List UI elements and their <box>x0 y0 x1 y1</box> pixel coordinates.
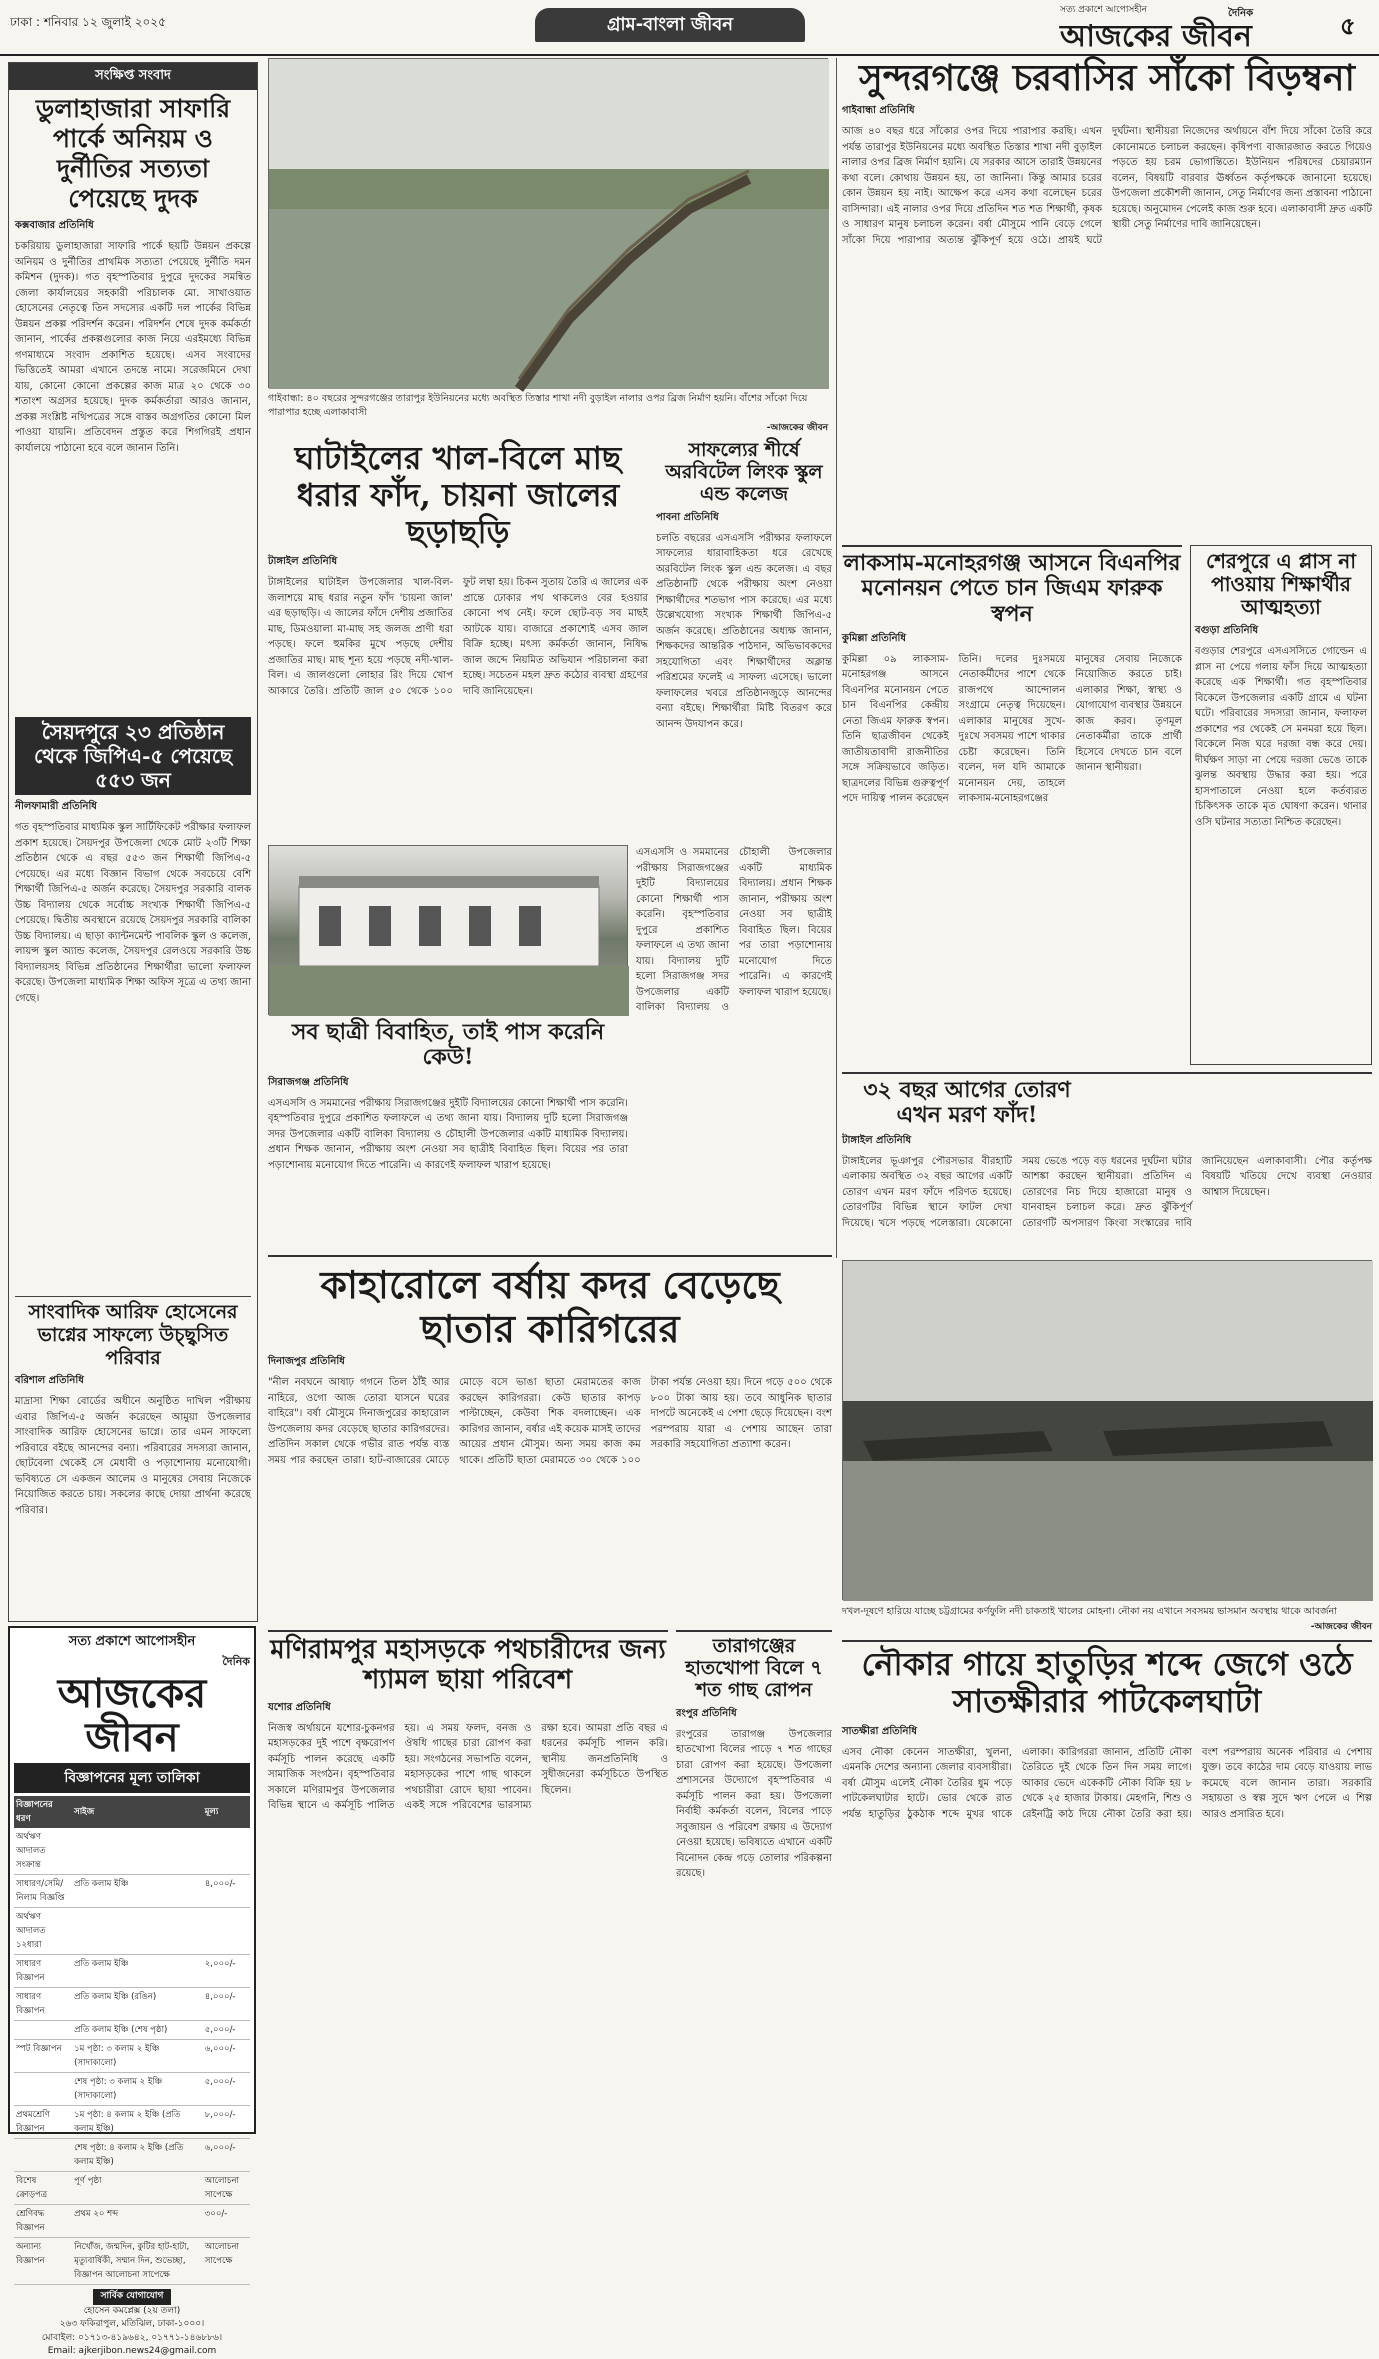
ad-rate-price: ৫,০০০/- <box>203 2073 250 2106</box>
ad-rate-size: প্রতি কলাম ইঞ্চি (রঙিন) <box>72 1988 203 2021</box>
ad-rate-type: অর্থঋণ আদালত ১২ধারা <box>14 1908 72 1955</box>
ad-rate-row <box>14 1875 250 1908</box>
ad-rate-size: শেষ পৃষ্ঠা: ৩ কলাম ২ ইঞ্চি (সাদাকালো) <box>72 2073 203 2106</box>
toran-body: টাঙ্গাইলের ভূঞাপুর পৌরসভার বীরহাটি এলাকায় অবস্থিত ৩২ বছর আগের একটি তোরণ এখন মরণ ফাঁদে পরিণত হয়েছে। তোরণটির বিভিন্ন স্থানে ফাটল দেখা দিয়েছে। খসে পড়ছে পলেস্তারা। যেকোনো সময় ভেঙে পড়ে বড় ধরনের দুর্ঘটনা ঘটার আশঙ্কা করছেন স্থানীয়রা। প্রতিদিন এ তোরণের নিচ দিয়ে হাজারো মানুষ ও যানবাহন চলাচল করে। দ্রুত ঝুঁকিপূর্ণ তোরণটি অপসারণ কিংবা সংস্কারের দাবি জানিয়েছেন এলাকাবাসী। পৌর কর্তৃপক্ষ বিষয়টি খতিয়ে দেখে ব্যবস্থা নেওয়ার আশ্বাস দিয়েছেন। <box>842 1155 1372 1229</box>
umbrella-headline: কাহারোলে বর্ষায় কদর বেড়েছে ছাতার কারিগরের <box>320 1262 780 1351</box>
bamboo-bridge-photo <box>268 58 828 388</box>
students-continuation: এসএসসি ও সমমানের পরীক্ষায় সিরাজগঞ্জের দুইটি বিদ্যালয়ের কোনো শিক্ষার্থী পাস করেনি। বৃহস্পতিবার দুপুরে প্রকাশিত ফলাফলে এ তথ্য জানা যায়। বিদ্যালয় দুটি হলো সিরাজগঞ্জ সদর উপজেলার একটি বালিকা বিদ্যালয় ও চৌহালী উপজেলার একটি মাধ্যমিক বিদ্যালয়। প্রধান শিক্ষক জানান, পরীক্ষায় অংশ নেওয়া সব ছাত্রীই বিবাহিত ছিল। বিয়ের পর তারা পড়াশোনায় মনোযোগ দিতে পারেনি। এ কারণেই ফলাফল খারাপ হয়েছে। <box>636 847 832 1013</box>
ad-rate-row <box>14 2205 250 2238</box>
boats-byline: সাতক্ষীরা প্রতিনিধি <box>842 1725 917 1737</box>
bamboo-bridge-illustration <box>269 59 829 389</box>
ad-contact-line1: হোসেন কমপ্লেক্স (২য় তলা) <box>83 2305 181 2316</box>
ad-rate-row <box>14 1908 250 1955</box>
ad-rate-row <box>14 2040 250 2073</box>
ad-rate-row <box>14 2172 250 2205</box>
ad-rate-type: সাধারণ/সেমি/নিলাম বিজ্ঞপ্তি <box>14 1875 72 1908</box>
laksam-headline: লাকসাম-মনোহরগঞ্জ আসনে বিএনপির মনোনয়ন পেতে চান জিএম ফারুক স্বপন <box>843 550 1181 627</box>
ad-col-size: সাইজ <box>72 1796 203 1828</box>
story-umbrella <box>268 1255 832 1615</box>
story-sherpur <box>1190 545 1372 1065</box>
canal-boats-credit: -আজকের জীবন <box>1310 1621 1372 1632</box>
school-building-illustration <box>269 846 629 1016</box>
column-rule <box>836 58 837 1258</box>
manirampur-body: নিজস্ব অর্থায়নে যশোর-চুকনগর মহাসড়কের দুই পাশে বৃক্ষরোপণ কর্মসূচি পালন করেছে একটি সামাজিক সংগঠন। বৃহস্পতিবার সকালে মণিরামপুর উপজেলার বিভিন্ন স্থানে এ কর্মসূচি পালিত হয়। এ সময় ফলদ, বনজ ও ঔষধি গাছের চারা রোপণ করা হয়। সংগঠনের সভাপতি বলেন, মহাসড়কের পাশে গাছ থাকলে পথচারীরা রোদে ছায়া পাবেন। একই সঙ্গে পরিবেশের ভারসাম্য রক্ষা হবে। আমরা প্রতি বছর এ ধরনের কর্মসূচি পালন করি। স্থানীয় জনপ্রতিনিধি ও সুধীজনেরা কর্মসূচিতে উপস্থিত ছিলেন। <box>268 1722 668 1812</box>
ad-rate-type: প্রথমশ্রেণি বিজ্ঞাপন <box>14 2106 72 2139</box>
ad-rate-row <box>14 2073 250 2106</box>
ad-rate-row <box>14 1828 250 1875</box>
summary-section-title: সংক্ষিপ্ত সংবাদ <box>9 63 257 90</box>
arbitel-byline: পাবনা প্রতিনিধি <box>656 511 719 523</box>
story-manirampur <box>268 1630 668 2135</box>
ad-rate-size: প্রতি কলাম ইঞ্চি (শেষ পৃষ্ঠা) <box>72 2021 203 2040</box>
story-arbitel <box>656 440 832 835</box>
ad-rate-price: আলোচনা সাপেক্ষে <box>203 2172 250 2205</box>
ad-tagline: সত্য প্রকাশে আপোসহীন <box>68 1634 196 1649</box>
summary-news-column <box>8 62 258 1622</box>
ad-col-type: বিজ্ঞাপনের ধরণ <box>14 1796 72 1828</box>
manirampur-headline: মণিরামপুর মহাসড়কে পথচারীদের জন্য শ্যামল ছায়া পরিবেশ <box>270 1635 666 1695</box>
canal-boats-caption <box>842 1605 1372 1631</box>
ad-rate-price <box>203 1828 250 1875</box>
sundarganj-headline: সুন্দরগঞ্জে চরবাসির সাঁকো বিড়ম্বনা <box>859 57 1355 99</box>
ad-rate-price: ৬,০০০/- <box>203 2139 250 2172</box>
sherpur-headline: শেরপুরে এ প্লাস না পাওয়ায় শিক্ষার্থীর আত্মহত্যা <box>1205 549 1357 619</box>
summary-2-byline: নীলফামারী প্রতিনিধি <box>15 801 97 812</box>
ad-rate-row <box>14 2021 250 2040</box>
ad-rate-table <box>14 1796 250 2285</box>
masthead-tagline: সত্য প্রকাশে আপোসহীন <box>1060 5 1148 15</box>
ad-rate-price: ৪,০০০/- <box>203 1875 250 1908</box>
ad-contact-line3: মোবাইল: ০১৭১৩-৪১৯৬৪২, ০১৭৭১-১৪৬৮৮৬। <box>41 2332 223 2343</box>
ad-logo: আজকের জীবন <box>57 1670 207 1761</box>
ad-rate-price: ৬,০০০/- <box>203 2040 250 2073</box>
canal-boats-caption-text: দখল-দূষণে হারিয়ে যাচ্ছে চট্টগ্রামের কর্ণফুলি নদী চাকতাই খালের মোহনা। নৌকা নয় এখানে সবসময় ভাসমান অবস্থায় থাকে আবর্জনা <box>842 1606 1337 1617</box>
story-toran <box>842 1072 1372 1252</box>
ad-rate-price: ৪,০০০/- <box>203 1988 250 2021</box>
section-title: গ্রাম-বাংলা জীবন <box>535 8 805 42</box>
ad-rate-size: প্রথম ২০ শব্দ <box>72 2205 203 2238</box>
ghatail-byline: টাঙ্গাইল প্রতিনিধি <box>268 556 338 568</box>
ad-rate-type <box>14 2073 72 2106</box>
ad-rate-price <box>203 1908 250 1955</box>
students-byline: সিরাজগঞ্জ প্রতিনিধি <box>268 1076 349 1088</box>
story-boats <box>842 1640 1372 2135</box>
ad-rate-price: ৫,০০০/- <box>203 2021 250 2040</box>
ad-rate-size: পূর্ণ পৃষ্ঠা <box>72 2172 203 2205</box>
ad-rate-type: বিশেষ ক্রোড়পত্র <box>14 2172 72 2205</box>
toran-byline: টাঙ্গাইল প্রতিনিধি <box>842 1134 912 1146</box>
ad-rate-size: প্রতি কলাম ইঞ্চি <box>72 1875 203 1908</box>
summary-3-byline: বরিশাল প্রতিনিধি <box>15 1375 84 1387</box>
bamboo-bridge-caption <box>268 392 828 436</box>
story-laksam <box>842 545 1182 1065</box>
advertisement-rate-box <box>8 1626 256 2356</box>
boats-body: এসব নৌকা কেনেন সাতক্ষীরা, খুলনা, এমনকি দেশের অন্যান্য জেলার ব্যবসায়ীরা। বর্ষা মৌসুম এলেই নৌকা তৈরির ধুম পড়ে পাটকেলঘাটার হাটে। ভোর থেকে রাত পর্যন্ত হাতুড়ির ঠুকঠাক শব্দে মুখর থাকে এলাকা। কারিগররা জানান, প্রতিটি নৌকা তৈরিতে দুই থেকে তিন দিন সময় লাগে। আকার ভেদে একেকটি নৌকা বিক্রি হয় ৮ থেকে ২৫ হাজার টাকায়। মেহগনি, শিশু ও রেইনট্রি কাঠ দিয়ে নৌকা তৈরি করা হয়। বংশ পরম্পরায় অনেক পরিবার এ পেশায় যুক্ত। তবে কাঠের দাম বেড়ে যাওয়ায় লাভ কমেছে বলে জানান তারা। সরকারি সহায়তা ও স্বল্প সুদে ঋণ পেলে এ শিল্প আরও প্রসারিত হবে। <box>842 1746 1372 1820</box>
ghatail-body: টাঙ্গাইলের ঘাটাইল উপজেলার খাল-বিল-জলাশয়ে মাছ ধরার নতুন ফাঁদ 'চায়না জাল' এর ছড়াছড়ি। এ জালের ফাঁদে দেশীয় প্রজাতির মাছ, ডিমওয়ালা মা-মাছ সহ জলজ প্রাণী ধরা পড়ছে। ফলে হুমকির মুখে পড়ছে দেশীয় প্রজাতির মাছ। মাছ শূন্য হয়ে পড়ছে নদী-খাল-বিল। এ জালগুলো লোহার রিং দিয়ে খোপ আকারে তৈরি। প্রতিটি জাল ৫০ থেকে ১০০ ফুট লম্বা হয়। চিকন সুতায় তৈরি এ জালের এক প্রান্তে ঢোকার পথ থাকলেও বের হওয়ার কোনো পথ নেই। ফলে ছোট-বড় সব মাছই আটকে যায়। বাজারে প্রকাশ্যেই এসব জাল বিক্রি হচ্ছে। মৎস্য কর্মকর্তা জানান, নিষিদ্ধ জাল জব্দে নিয়মিত অভিযান পরিচালনা করা হচ্ছে। সচেতন মহল দ্রুত কঠোর ব্যবস্থা গ্রহণের দাবি জানিয়েছেন। <box>268 577 648 697</box>
summary-1-body: চকরিয়ায় ডুলাহাজারা সাফারি পার্কে ছয়টি উন্নয়ন প্রকল্পে অনিয়ম ও দুর্নীতির প্রাথমিক সত্যতা পেয়েছে দুর্নীতি দমন কমিশন (দুদক)। গত বৃহস্পতিবার দুপুরে দুদকের সমন্বিত জেলা কার্যালয়ের সহকারী পরিচালক মো. সাখাওয়াত হোসেনের নেতৃত্বে তিন সদস্যের একটি দল পার্কের বিভিন্ন উন্নয়ন প্রকল্প পরিদর্শন করেন। পরিদর্শন শেষে দুদক কর্মকর্তা জানান, পার্কের প্রকল্পগুলোর কাজ নিয়ে এরইমধ্যে বিভিন্ন গণমাধ্যমে সংবাদ প্রকাশিত হয়েছে। এসব সংবাদের ভিত্তিতেই আমরা এখানে তদন্তে নামে। সরেজমিনে দেখা যায়, কোনো কোনো প্রকল্পের কাজ মাত্র ২০ থেকে ৩০ শতাংশ অগ্রসর হয়েছে। দুদক কর্মকর্তারা আরও জানান, প্রকল্প সংশ্লিষ্ট নথিপত্রের সঙ্গে বাস্তব অগ্রগতির কোনো মিল পাওয়া যায়নি। প্রতিবেদন প্রস্তুত করে শিগগিরই প্রধান কার্যালয়ে পাঠানো হবে বলে জানান তিনি। <box>15 241 251 454</box>
ad-rate-row <box>14 1955 250 1988</box>
ad-rate-type: শ্রেণিবদ্ধ বিজ্ঞাপন <box>14 2205 72 2238</box>
ad-rate-type <box>14 2139 72 2172</box>
ad-rate-row <box>14 1988 250 2021</box>
laksam-body: কুমিল্লা ০৯ লাকসাম-মনোহরগঞ্জ আসনে বিএনপির মনোনয়ন পেতে চান বিএনপির কেন্দ্রীয় নেতা জিএম ফারুক স্বপন। তিনি ছাত্রজীবন থেকেই জাতীয়তাবাদী রাজনীতির সঙ্গে সক্রিয়ভাবে জড়িত। ছাত্রদলের বিভিন্ন গুরুত্বপূর্ণ পদে দায়িত্ব পালন করেছেন তিনি। দলের দুঃসময়ে নেতাকর্মীদের পাশে থেকে রাজপথে আন্দোলন সংগ্রামে নেতৃত্ব দিয়েছেন। এলাকার মানুষের সুখে-দুঃখে সবসময় পাশে থাকার চেষ্টা করেছেন। তিনি বলেন, দল যদি আমাকে মনোনয়ন দেয়, তাহলে লাকসাম-মনোহরগঞ্জের মানুষের সেবায় নিজেকে নিয়োজিত করতে চাই। এলাকার শিক্ষা, স্বাস্থ্য ও যোগাযোগ ব্যবস্থার উন্নয়নে কাজ করব। তৃণমূল নেতাকর্মীরা তাকে প্রার্থী হিসেবে দেখতে চান বলে জানান স্থানীয়রা। <box>842 653 1182 805</box>
ad-contact-line2: ২৬৩ ফকিরাপুল, মতিঝিল, ঢাকা-১০০০। <box>59 2319 205 2329</box>
story-students <box>268 1020 628 1245</box>
ad-rate-price: ৮,০০০/- <box>203 2106 250 2139</box>
page-number: ৫ <box>1340 11 1356 40</box>
page-header <box>0 0 1379 56</box>
taraganj-byline: রংপুর প্রতিনিধি <box>676 1707 737 1719</box>
canal-boats-photo <box>842 1260 1372 1600</box>
sundarganj-body: আজ ৪০ বছর ধরে সাঁকোর ওপর দিয়ে পারাপার করছি। এখন পর্যন্ত তারাপুর ইউনিয়নের মধ্যে অবস্থিত তিস্তার শাখা নদী বুড়াইল নালার ওপর ব্রিজ নির্মাণ হয়নি। যে সরকার আসে তারাই উন্নয়নের কথা বলে। কোথায় উন্নয়ন হয়, তা জানিনা। কিন্তু আমার চরের কোন উন্নয়ন হয় নাই। আক্ষেপ করে এসব কথা বলেছেন চরের বাসিন্দারা। এই নালার ওপর দিয়ে প্রতিদিন শত শত শিক্ষার্থী, কৃষক ও সাধারণ মানুষ চলাচল করেন। বর্ষা মৌসুমে পানি বেড়ে গেলে সাঁকো দিয়ে পারাপার অত্যন্ত ঝুঁকিপূর্ণ হয়ে ওঠে। প্রায়ই ঘটে দুর্ঘটনা। স্থানীয়রা নিজেদের অর্থায়নে বাঁশ দিয়ে সাঁকো তৈরি করে কোনোমতে চলাচল করছেন। কৃষিপণ্য বাজারজাত করতে গিয়েও পড়তে হয় চরম ভোগান্তিতে। ইউনিয়ন পরিষদের চেয়ারম্যান বলেন, বিষয়টি বারবার ঊর্ধ্বতন কর্তৃপক্ষকে জানানো হয়েছে। উপজেলা প্রকৌশলী জানান, সেতু নির্মাণের জন্য প্রস্তাবনা পাঠানো হয়েছে। অনুমোদন পেলেই কাজ শুরু হবে। এলাকাবাসী দ্রুত একটি স্থায়ী সেতু নির্মাণের দাবি জানিয়েছেন। <box>842 126 1372 246</box>
ad-rate-type: অর্থঋণ আদালত সংক্রান্ত <box>14 1828 72 1875</box>
students-headline: সব ছাত্রী বিবাহিত, তাই পাস করেনি কেউ! <box>291 1019 605 1071</box>
ghatail-headline: ঘাটাইলের খাল-বিলে মাছ ধরার ফাঁদ, চায়না জালের ছড়াছড়ি <box>294 439 622 551</box>
umbrella-byline: দিনাজপুর প্রতিনিধি <box>268 1356 345 1368</box>
summary-1-headline: ডুলাহাজারা সাফারি পার্কে অনিয়ম ও দুর্নীতির সত্যতা পেয়েছে দুদক <box>35 94 231 213</box>
ad-rate-size: নিখোঁজ, জন্মদিন, কুটির হাট-হাটা, মৃত্যুবার্ষিকী, সম্মান দিন, শুভেচ্ছা, বিজ্ঞাপন আলোচনা সাপেক্ষে <box>72 2238 203 2285</box>
summary-3-body: মাদ্রাসা শিক্ষা বোর্ডের অধীনে অনুষ্ঠিত দাখিল পরীক্ষায় এবার জিপিএ-৫ অর্জন করেছেন আমুয়া উপজেলার সাংবাদিক আরিফ হোসেনের ভাগ্নে। তার এমন সাফল্যে পরিবারে বইছে আনন্দের বন্যা। পরিবারের সদস্যরা জানান, ছোটবেলা থেকেই সে মেধাবী ও পড়াশোনায় মনোযোগী। ভবিষ্যতে সে একজন আলেম ও মানুষের সেবায় নিজেকে নিয়োজিত করতে চায়। সকলের কাছে দোয়া প্রার্থনা করেছে পরিবার। <box>15 1396 251 1516</box>
ad-col-price: মূল্য <box>203 1796 250 1828</box>
summary-1-byline: কক্সবাজার প্রতিনিধি <box>15 220 94 231</box>
ad-rate-price: ২,০০০/- <box>203 1955 250 1988</box>
ad-daily: দৈনিক <box>222 1655 250 1668</box>
issue-date: ঢাকা : শনিবার ১২ জুলাই ২০২৫ <box>10 15 166 29</box>
ad-contact-title: সার্বিক যোগাযোগ <box>93 2289 172 2305</box>
ad-contact <box>14 2289 250 2359</box>
ad-rate-size: ১ম পৃষ্ঠা: ৩ কলাম ২ ইঞ্চি (সাদাকালো) <box>72 2040 203 2073</box>
ad-rate-size <box>72 1828 203 1875</box>
masthead-logo: আজকের জীবন <box>1060 19 1252 54</box>
ad-rate-size: ১ম পৃষ্ঠা: ৪ কলাম ২ ইঞ্চি (প্রতি কলাম ইঞ্চি) <box>72 2106 203 2139</box>
arbitel-body: চলতি বছরের এসএসসি পরীক্ষার ফলাফলে সাফল্যের ধারাবাহিকতা ধরে রেখেছে অরবিটেল লিংক স্কুল এন্ড কলেজ। এ বছর প্রতিষ্ঠানটি থেকে পরীক্ষায় অংশ নেওয়া শিক্ষার্থীদের শতভাগ পাস করেছে। এর মধ্যে উল্লেখযোগ্য সংখ্যক শিক্ষার্থী জিপিএ-৫ অর্জন করেছে। প্রতিষ্ঠানের অধ্যক্ষ জানান, শিক্ষকদের আন্তরিক পাঠদান, অভিভাবকদের সহযোগিতা এবং শিক্ষার্থীদের অক্লান্ত পরিশ্রমের ফলেই এ সাফল্য এসেছে। ভালো ফলাফলের খবরে প্রতিষ্ঠানজুড়ে আনন্দের বন্যা বইছে। শিক্ষার্থীরা মিষ্টি বিতরণ করে আনন্দ উদযাপন করে। <box>656 532 832 730</box>
sundarganj-byline: গাইবান্ধা প্রতিনিধি <box>842 105 915 117</box>
masthead-daily: দৈনিক <box>1228 8 1254 19</box>
students-body: এসএসসি ও সমমানের পরীক্ষায় সিরাজগঞ্জের দুইটি বিদ্যালয়ের কোনো শিক্ষার্থী পাস করেনি। বৃহস্পতিবার দুপুরে প্রকাশিত ফলাফলে এ তথ্য জানা যায়। বিদ্যালয় দুটি হলো সিরাজগঞ্জ সদর উপজেলার একটি বালিকা বিদ্যালয় ও চৌহালী উপজেলার একটি মাধ্যমিক বিদ্যালয়। প্রধান শিক্ষক জানান, পরীক্ষায় অংশ নেওয়া সব ছাত্রীই বিবাহিত ছিল। বিয়ের পর তারা পড়াশোনায় মনোযোগ দিতে পারেনি। এ কারণেই ফলাফল খারাপ হয়েছে। <box>268 1097 628 1171</box>
ad-rate-row <box>14 2238 250 2285</box>
canal-boats-illustration <box>843 1261 1373 1601</box>
ad-rate-row <box>14 2106 250 2139</box>
ad-rate-type <box>14 2021 72 2040</box>
school-building-photo <box>268 845 628 1015</box>
bamboo-bridge-credit: -আজকের জীবন <box>766 422 828 433</box>
story-taraganj <box>676 1630 832 2135</box>
ad-rate-type: অন্যান্য বিজ্ঞাপন <box>14 2238 72 2285</box>
toran-headline: ৩২ বছর আগের তোরণ এখন মরণ ফাঁদ! <box>863 1077 1071 1129</box>
taraganj-body: রংপুরের তারাগঞ্জ উপজেলার হাতখোপা বিলের পাড়ে ৭ শত গাছের চারা রোপণ করা হয়েছে। উপজেলা প্রশাসনের উদ্যোগে বৃহস্পতিবার এ কর্মসূচি পালন করা হয়। উপজেলা নির্বাহী কর্মকর্তা বলেন, বিলের পাড়ে সবুজায়ন ও পরিবেশ রক্ষায় এ উদ্যোগ নেওয়া হয়েছে। ভবিষ্যতে এখানে একটি বিনোদন কেন্দ্র গড়ে তোলার পরিকল্পনা রয়েছে। <box>676 1728 832 1880</box>
laksam-byline: কুমিল্লা প্রতিনিধি <box>842 632 907 644</box>
taraganj-headline: তারাগঞ্জের হাতখোপা বিলে ৭ শত গাছ রোপন <box>685 1635 823 1701</box>
ad-rate-price: ৩০০/- <box>203 2205 250 2238</box>
summary-2-body: গত বৃহস্পতিবার মাধ্যমিক স্কুল সার্টিফিকেট পরীক্ষার ফলাফল প্রকাশ হয়েছে। সৈয়দপুর উপজেলা থেকে মোট ২৩টি শিক্ষা প্রতিষ্ঠান থেকে এ বছর ৫৫৩ জন শিক্ষার্থী জিপিএ-৫ পেয়েছে। এর মধ্যে বিজ্ঞান বিভাগ থেকে সবচেয়ে বেশি শিক্ষার্থী জিপিএ-৫ অর্জন করেছে। সৈয়দপুর সরকারি বালক উচ্চ বিদ্যালয় থেকে সর্বোচ্চ সংখ্যক শিক্ষার্থী জিপিএ-৫ পেয়েছে। দ্বিতীয় অবস্থানে রয়েছে সৈয়দপুর সরকারি বালিকা উচ্চ বিদ্যালয়। এ ছাড়া ক্যান্টনমেন্ট পাবলিক স্কুল ও কলেজ, লায়ন্স স্কুল অ্যান্ড কলেজ, সৈয়দপুর রেলওয়ে সরকারি উচ্চ বিদ্যালয়সহ বিভিন্ন প্রতিষ্ঠানের শিক্ষার্থীরা ভালো ফলাফল করেছে। উপজেলা মাধ্যমিক শিক্ষা অফিস সূত্রে এ তথ্য জানা গেছে। <box>15 822 251 1004</box>
umbrella-body: "নীল নবঘনে আষাঢ় গগনে তিল ঠাঁই আর নাহিরে, ওগো আজ তোরা যাসনে ঘরের বাহিরে"। বর্ষা মৌসুমে দিনাজপুরের কাহারোল উপজেলায় কদর বেড়েছে ছাতার কারিগরদের। প্রতিদিন সকাল থেকে গভীর রাত পর্যন্ত ব্যস্ত সময় পার করছেন তারা। হাট-বাজারের মোড়ে মোড়ে বসে ভাঙা ছাতা মেরামতের কাজ করছেন কারিগররা। কেউ ছাতার কাপড় পাল্টাচ্ছেন, কেউবা শিক বদলাচ্ছেন। এক কারিগর জানান, বর্ষার এই কয়েক মাসই তাদের আয়ের প্রধান মৌসুম। অন্য সময় কাজ কম থাকে। প্রতিটি ছাতা মেরামতে ৩০ থেকে ১০০ টাকা পর্যন্ত নেওয়া হয়। দিনে গড়ে ৫০০ থেকে ৮০০ টাকা আয় হয়। তবে আধুনিক ছাতার দাপটে অনেকেই এ পেশা ছেড়ে দিয়েছেন। বংশ পরম্পরায় যারা এ পেশায় আছেন তারা সরকারি সহযোগিতা প্রত্যাশা করেন। <box>268 1377 832 1466</box>
ad-rate-price: আলোচনা সাপেক্ষে <box>203 2238 250 2285</box>
ad-rate-type: সাধারণ বিজ্ঞাপন <box>14 1955 72 1988</box>
arbitel-headline: সাফল্যের শীর্ষে অরবিটেল লিংক স্কুল এন্ড কলেজ <box>665 439 823 505</box>
bamboo-bridge-caption-text: গাইবান্ধা: ৪০ বছরের সুন্দরগঞ্জের তারাপুর ইউনিয়নের মধ্যে অবস্থিত তিস্তার শাখা নদী বুড়াইল নালার ওপর ব্রিজ নির্মাণ হয়নি। বাঁশের সাঁকো দিয়ে পারাপার হচ্ছে এলাকাবাসী <box>268 393 808 418</box>
ad-rate-size <box>72 1908 203 1955</box>
ad-rate-size: প্রতি কলাম ইঞ্চি <box>72 1955 203 1988</box>
manirampur-byline: যশোর প্রতিনিধি <box>268 1701 331 1713</box>
story-sundarganj <box>842 58 1372 538</box>
ad-contact-email: Email: ajkerjibon.news24@gmail.com <box>47 2346 217 2356</box>
ad-rate-row <box>14 2139 250 2172</box>
sherpur-byline: বগুড়া প্রতিনিধি <box>1195 625 1259 636</box>
ad-rate-title: বিজ্ঞাপনের মূল্য তালিকা <box>14 1763 250 1793</box>
summary-3-headline: সাংবাদিক আরিফ হোসেনের ভাগ্নের সাফল্যে উচ্ছ্বসিত পরিবার <box>15 1296 251 1369</box>
ad-rate-size: শেষ পৃষ্ঠা: ৪ কলাম ২ ইঞ্চি (প্রতি কলাম ইঞ্চি) <box>72 2139 203 2172</box>
boats-headline: নৌকার গায়ে হাতুড়ির শব্দে জেগে ওঠে সাতক্ষীরার পাটকেলঘাটা <box>861 1645 1353 1720</box>
summary-2-headline: সৈয়দপুরে ২৩ প্রতিষ্ঠান থেকে জিপিএ-৫ পেয়েছে ৫৫৩ জন <box>15 717 251 795</box>
sherpur-body: বগুড়ার শেরপুরে এসএসসিতে গোল্ডেন এ প্লাস না পেয়ে গলায় ফাঁস দিয়ে আত্মহত্যা করেছে এক শিক্ষার্থী। গত বৃহস্পতিবার বিকেলে উপজেলার একটি গ্রামে এ ঘটনা ঘটে। পরিবারের সদস্যরা জানান, ফলাফল প্রকাশের পর থেকেই সে মনমরা হয়ে ছিল। বিকেলে নিজ ঘরে দরজা বন্ধ করে দেয়। দীর্ঘক্ষণ সাড়া না পেয়ে দরজা ভেঙে তাকে ঝুলন্ত অবস্থায় উদ্ধার করা হয়। পরে হাসপাতালে নেওয়া হলে কর্তব্যরত চিকিৎসক তাকে মৃত ঘোষণা করেন। থানার ওসি ঘটনার সত্যতা নিশ্চিত করেছেন। <box>1195 646 1367 828</box>
story-ghatail <box>268 440 648 835</box>
ad-rate-type: স্পট বিজ্ঞাপন <box>14 2040 72 2073</box>
ad-rate-type: সাধারণ বিজ্ঞাপন <box>14 1988 72 2021</box>
